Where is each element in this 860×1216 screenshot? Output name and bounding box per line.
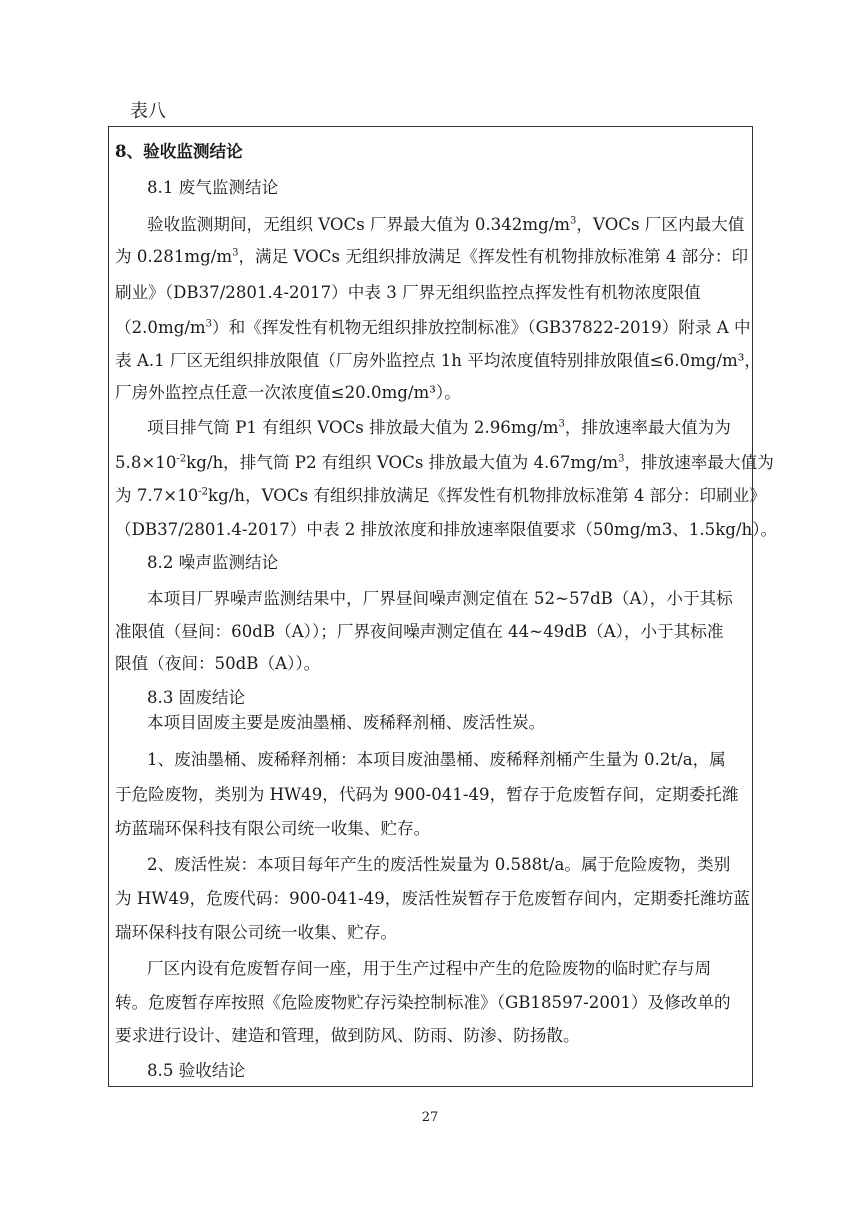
paragraph-line: 为 $0.281mg/m^3$，满足 VOCs 无组织排放满足《挥发性有机物排放标准第 4 部分：印 [115,247,749,266]
subheading-8-3: 8.3 固废结论 [147,688,246,707]
paragraph-line: 厂房外监控点任意一次浓度值≤20.0mg/m³）。 [115,383,461,402]
subheading-8-1: 8.1 废气监测结论 [147,178,279,197]
paragraph-line: 瑞环保科技有限公司统一收集、贮存。 [115,923,398,942]
paragraph-line: $(2.0mg/m^3)$和《挥发性有机物无组织排放控制标准》（GB37822-2019）附录 A 中 [115,318,751,337]
paragraph-line: （DB37/2801.4-2017）中表 2 排放浓度和排放速率限值要求（50mg/m3、1.5kg/h）。 [115,520,778,539]
subheading-8-2: 8.2 噪声监测结论 [147,553,279,572]
paragraph-line: 本项目厂界噪声监测结果中，厂界昼间噪声测定值在 52~57dB（A），小于其标 [147,589,733,608]
paragraph-line: 转。危废暂存库按照《危险废物贮存污染控制标准》（GB18597-2001）及修改单的 [115,993,731,1012]
paragraph-line: 验收监测期间，无组织 VOCs 厂界最大值为 $0.342mg/m^3$，VOCs 厂区内最大值 [147,215,745,234]
subheading-8-5: 8.5 验收结论 [147,1061,246,1080]
paragraph-line: 要求进行设计、建造和管理，做到防风、防雨、防渗、防扬散。 [115,1026,580,1045]
paragraph-line: 坊蓝瑞环保科技有限公司统一收集、贮存。 [115,819,431,838]
paragraph-line: 1、废油墨桶、废稀释剂桶：本项目废油墨桶、废稀释剂桶产生量为 0.2t/a，属 [147,750,726,769]
paragraph-line: 表 A.1 厂区无组织排放限值（厂房外监控点 1h 平均浓度值特别排放限值≤6.0mg/m³， [115,351,762,370]
paragraph-line: $5.8\times 10^{-2}kg/h$，排气筒 P2 有组织 VOCs 排放最大值为 $4.67mg/m^3$，排放速率最大值为 [115,453,774,472]
paragraph-line: 限值（夜间：50dB（A））。 [115,654,321,673]
page-number: 27 [421,1110,439,1125]
paragraph-line: 刷业》（DB37/2801.4-2017）中表 3 厂界无组织监控点挥发性有机物浓度限值 [115,283,701,302]
paragraph-line: 本项目固废主要是废油墨桶、废稀释剂桶、废活性炭。 [147,713,546,732]
paragraph-line: 为 HW49，危废代码：900-041-49，废活性炭暂存于危废暂存间内，定期委托潍坊蓝 [115,889,750,908]
paragraph-line: 准限值（昼间：60dB（A））；厂界夜间噪声测定值在 44~49dB（A），小于其标准 [115,622,724,641]
paragraph-line: 为 $7.7\times 10^{-2}kg/h$，VOCs 有组织排放满足《挥发性有机物排放标准第 4 部分：印刷业》 [115,486,766,505]
paragraph-line: 厂区内设有危废暂存间一座，用于生产过程中产生的危险废物的临时贮存与周 [147,959,712,978]
paragraph-line: 2、废活性炭：本项目每年产生的废活性炭量为 0.588t/a。属于危险废物，类别 [147,855,731,874]
paragraph-line: 于危险废物，类别为 HW49，代码为 900-041-49，暂存于危废暂存间，定期委托潍 [115,785,739,804]
section-title: 8、验收监测结论 [115,141,243,161]
paragraph-line: 项目排气筒 P1 有组织 VOCs 排放最大值为 $2.96mg/m^3$，排放速率最大值为为 [147,418,731,437]
table-label: 表八 [130,101,166,122]
